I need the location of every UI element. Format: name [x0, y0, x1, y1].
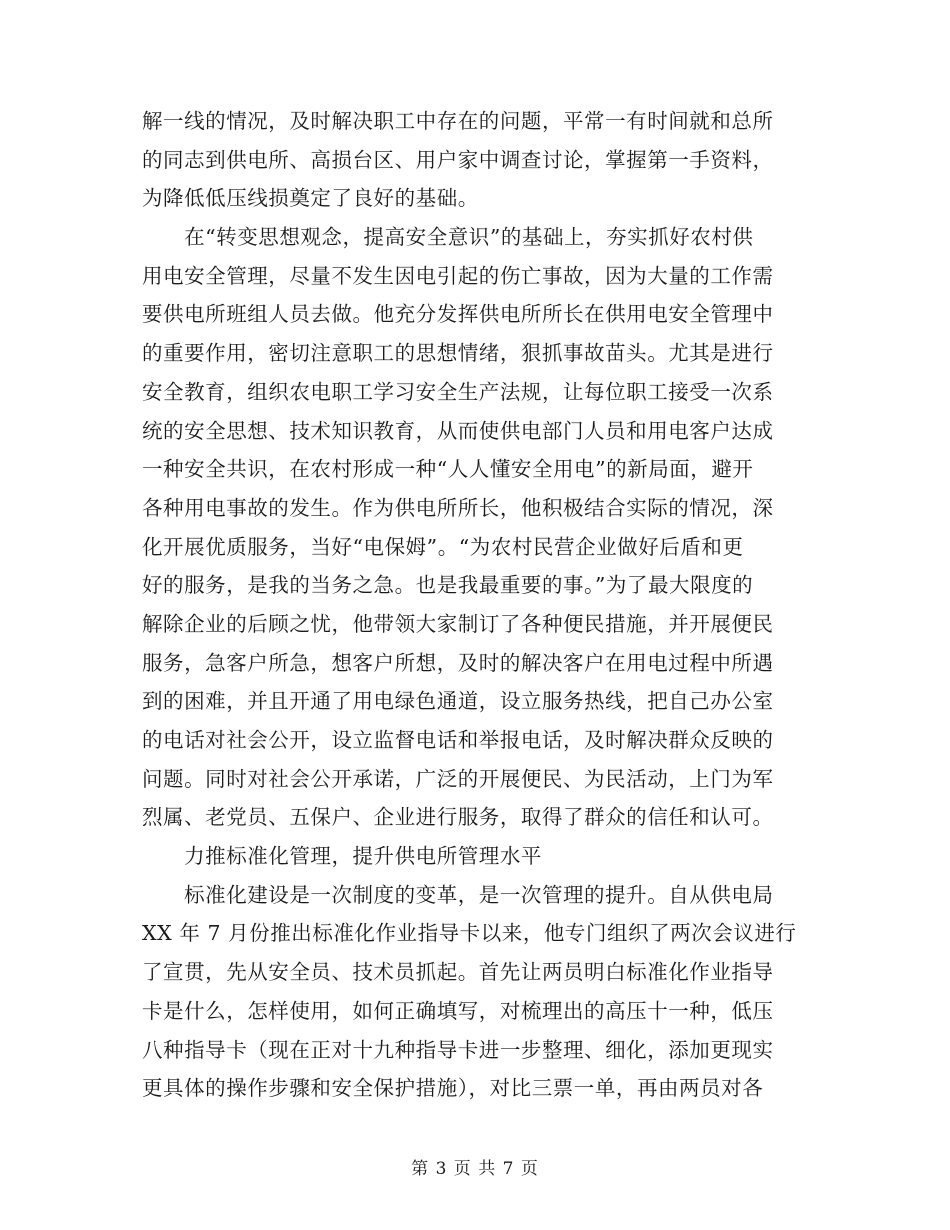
- text-line: 化开展优质服务，当好“电保姆”。“为农村民营企业做好后盾和更: [142, 534, 744, 559]
- text-line: 标准化建设是一次制度的变革，是一次管理的提升。自从供电局: [142, 882, 774, 907]
- text-line: 各种用电事故的发生。作为供电所所长，他积极结合实际的情况，深: [142, 495, 774, 520]
- text-line: 用电安全管理，尽量不发生因电引起的伤亡事故，因为大量的工作需: [142, 263, 774, 288]
- text-line: 了宣贯，先从安全员、技术员抓起。首先让两员明白标准化作业指导: [142, 960, 774, 985]
- text-line: 的重要作用，密切注意职工的思想情绪，狠抓事故苗头。尤其是进行: [142, 341, 774, 366]
- text-line: 要供电所班组人员去做。他充分发挥供电所所长在供用电安全管理中: [142, 302, 774, 327]
- text-line: 服务，急客户所急，想客户所想，及时的解决客户在用电过程中所遇: [142, 650, 774, 675]
- text-line: 八种指导卡（现在正对十九种指导卡进一步整理、细化，添加更现实: [142, 1037, 774, 1062]
- text-line: 到的困难，并且开通了用电绿色通道，设立服务热线，把自己办公室: [142, 689, 774, 714]
- text-line: 解除企业的后顾之忧，他带领大家制订了各种便民措施，并开展便民: [142, 611, 774, 636]
- text-line: 为降低低压线损奠定了良好的基础。: [142, 186, 479, 211]
- text-line: 统的安全思想、技术知识教育，从而使供电部门人员和用电客户达成: [142, 418, 774, 443]
- body-text: [142, 102, 802, 1108]
- text-line: 更具体的操作步骤和安全保护措施），对比三票一单，再由两员对各: [142, 1076, 764, 1101]
- text-line: 在“转变思想观念，提高安全意识”的基础上，夯实抓好农村供: [142, 225, 754, 250]
- text-line: 问题。同时对社会公开承诺，广泛的开展便民、为民活动，上门为军: [142, 766, 774, 791]
- text-line: XX 年 7 月份推出标准化作业指导卡以来，他专门组织了两次会议进行: [142, 921, 797, 946]
- text-line: 安全教育，组织农电职工学习安全生产法规，让每位职工接受一次系: [142, 379, 774, 404]
- text-line: 烈属、老党员、五保户、企业进行服务，取得了群众的信任和认可。: [142, 805, 774, 830]
- page-number-footer: 第 3 页 共 7 页: [411, 1159, 539, 1179]
- section-heading: 力推标准化管理，提升供电所管理水平: [142, 844, 542, 869]
- text-line: 的电话对社会公开，设立监督电话和举报电话，及时解决群众反映的: [142, 728, 774, 752]
- text-line: 好的服务，是我的当务之急。也是我最重要的事。”为了最大限度的: [142, 573, 754, 598]
- text-line: 解一线的情况，及时解决职工中存在的问题，平常一有时间就和总所: [142, 109, 774, 133]
- text-line: 的同志到供电所、高损台区、用户家中调查讨论，掌握第一手资料，: [142, 147, 774, 172]
- text-line: 一种安全共识，在农村形成一种“人人懂安全用电”的新局面，避开: [142, 457, 754, 482]
- text-line: 卡是什么，怎样使用，如何正确填写，对梳理出的高压十一种，低压: [142, 998, 774, 1023]
